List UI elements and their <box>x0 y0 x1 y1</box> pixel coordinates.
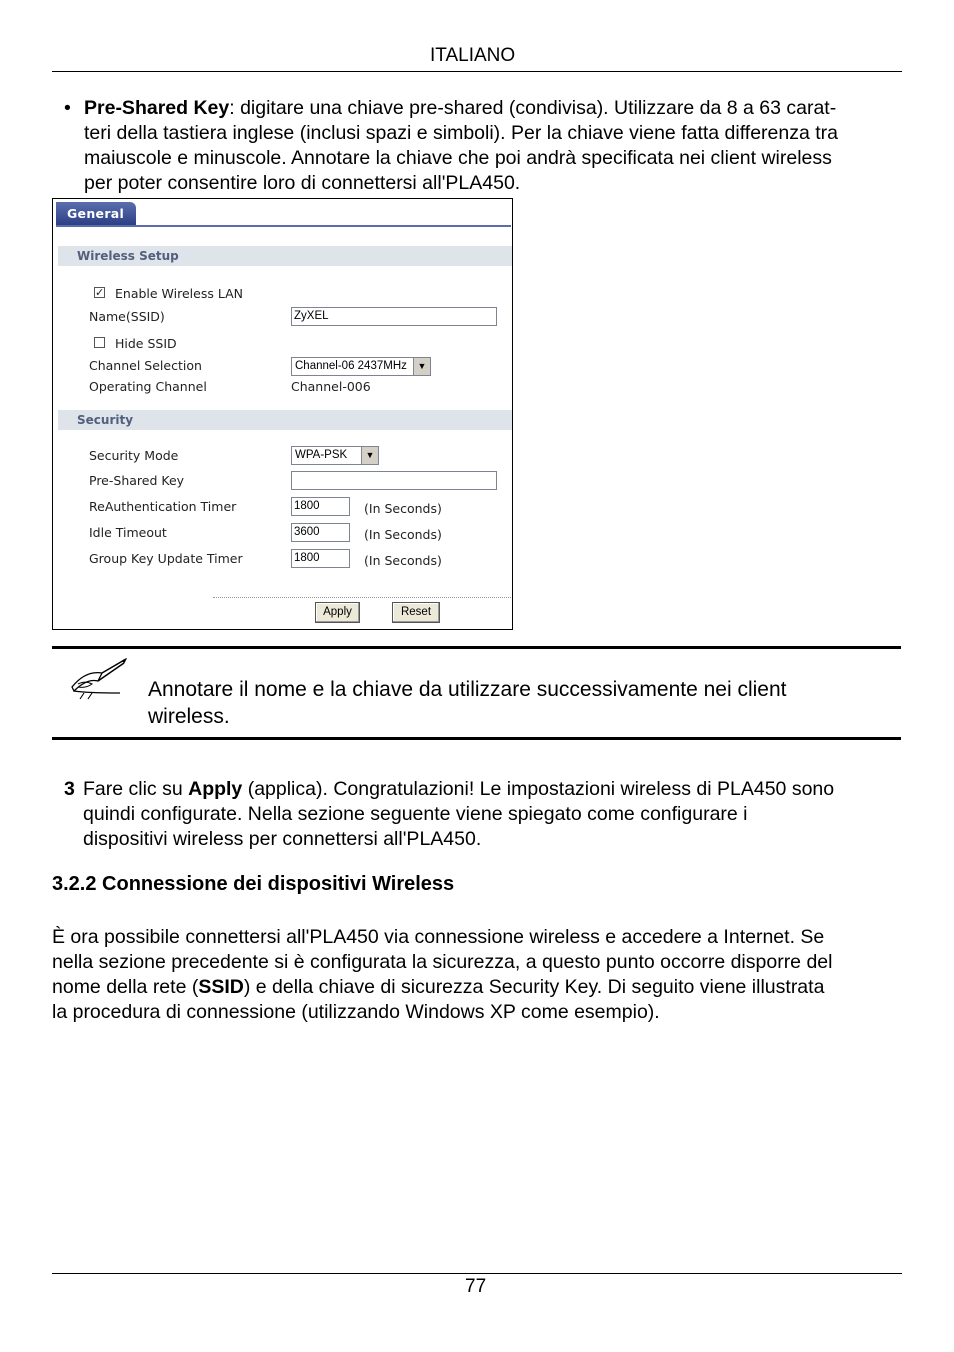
note-line-2: wireless. <box>148 705 230 728</box>
bullet-term: Pre-Shared Key <box>84 97 230 119</box>
operating-channel-value: Channel-006 <box>291 379 371 394</box>
para-ssid-term: SSID <box>198 976 244 998</box>
reauth-timer-label: ReAuthentication Timer <box>89 499 237 514</box>
note-bottom-rule <box>52 737 901 740</box>
chevron-down-icon: ▼ <box>361 447 378 464</box>
config-screenshot <box>52 198 513 630</box>
channel-selection-select[interactable] <box>291 357 431 376</box>
para-line-1: È ora possibile connettersi all'PLA450 via connessione wireless e accedere a Internet. Se <box>52 926 825 948</box>
step-3 <box>64 777 900 852</box>
operating-channel-label: Operating Channel <box>89 379 207 394</box>
security-header: Security <box>58 410 512 430</box>
para-line-2: nella sezione precedente si è configurata la sicurezza, a questo punto occorre disporre del <box>52 951 833 973</box>
step-line-3: dispositivi wireless per connettersi all'PLA450. <box>83 828 482 850</box>
note-line-1: Annotare il nome e la chiave da utilizzare successivamente nei client <box>148 678 787 701</box>
channel-selection-value: Channel-06 2437MHz <box>295 360 407 372</box>
reset-button[interactable]: Reset <box>392 602 440 623</box>
group-key-timer-input[interactable]: 1800 <box>291 549 350 568</box>
group-key-unit: (In Seconds) <box>364 553 442 568</box>
enable-wlan-label: Enable Wireless LAN <box>115 286 243 301</box>
security-mode-value: WPA-PSK <box>295 449 348 461</box>
step-number: 3 <box>64 778 75 800</box>
apply-button[interactable]: Apply <box>315 602 360 623</box>
pencil-note-icon <box>68 657 130 701</box>
intro-paragraph <box>52 925 900 1025</box>
ssid-input[interactable]: ZyXEL <box>291 307 497 326</box>
psk-label: Pre-Shared Key <box>89 473 185 488</box>
hide-ssid-checkbox[interactable] <box>94 337 105 348</box>
step-apply-term: Apply <box>188 778 243 800</box>
step-post: (applica). Congratulazioni! Le impostazioni wireless di PLA450 sono <box>242 778 835 800</box>
bullet-pre-shared-key <box>64 96 900 196</box>
step-line-2: quindi configurate. Nella sezione seguente viene spiegato come configurare i <box>83 803 748 825</box>
note-text <box>148 676 888 730</box>
step-pre: Fare clic su <box>83 778 189 800</box>
security-mode-label: Security Mode <box>89 448 179 463</box>
para-line-3-post: ) e della chiave di sicurezza Security Key. Di seguito viene illustrata <box>243 976 825 998</box>
chevron-down-icon: ▼ <box>413 358 430 375</box>
bullet-line-2: teri della tastiera inglese (inclusi spazi e simboli). Per la chiave viene fatta differenza tra <box>84 122 839 144</box>
button-separator <box>213 597 511 598</box>
footer-rule <box>52 1273 902 1274</box>
para-line-4: la procedura di connessione (utilizzando Windows XP come esempio). <box>52 1001 660 1023</box>
bullet-line-4: per poter consentire loro di connettersi all'PLA450. <box>84 172 521 194</box>
reauth-timer-input[interactable]: 1800 <box>291 497 350 516</box>
channel-selection-label: Channel Selection <box>89 358 202 373</box>
idle-unit: (In Seconds) <box>364 527 442 542</box>
note-top-rule <box>52 646 901 649</box>
idle-timeout-label: Idle Timeout <box>89 525 167 540</box>
page-number: 77 <box>465 1276 487 1297</box>
bullet-marker: • <box>64 97 71 119</box>
group-key-timer-label: Group Key Update Timer <box>89 551 243 566</box>
para-line-3-pre: nome della rete ( <box>52 976 199 998</box>
enable-wlan-checkbox[interactable]: ✓ <box>95 286 105 299</box>
bullet-line-3: maiuscole e minuscole. Annotare la chiave che poi andrà specificata nei client wireless <box>84 147 832 169</box>
section-title: 3.2.2 Connessione dei dispositivi Wireless <box>52 873 455 895</box>
header-rule <box>52 71 902 72</box>
ssid-label: Name(SSID) <box>89 309 165 324</box>
wireless-setup-header: Wireless Setup <box>58 246 512 266</box>
security-mode-select[interactable] <box>291 446 379 465</box>
reauth-unit: (In Seconds) <box>364 501 442 516</box>
tab-underline <box>56 225 511 227</box>
idle-timeout-input[interactable]: 3600 <box>291 523 350 542</box>
hide-ssid-label: Hide SSID <box>115 336 177 351</box>
header-language: ITALIANO <box>430 45 516 66</box>
tab-general[interactable]: General <box>56 202 136 225</box>
bullet-line-1: : digitare una chiave pre-shared (condivisa). Utilizzare da 8 a 63 carat- <box>229 97 837 119</box>
psk-input[interactable] <box>291 471 497 490</box>
